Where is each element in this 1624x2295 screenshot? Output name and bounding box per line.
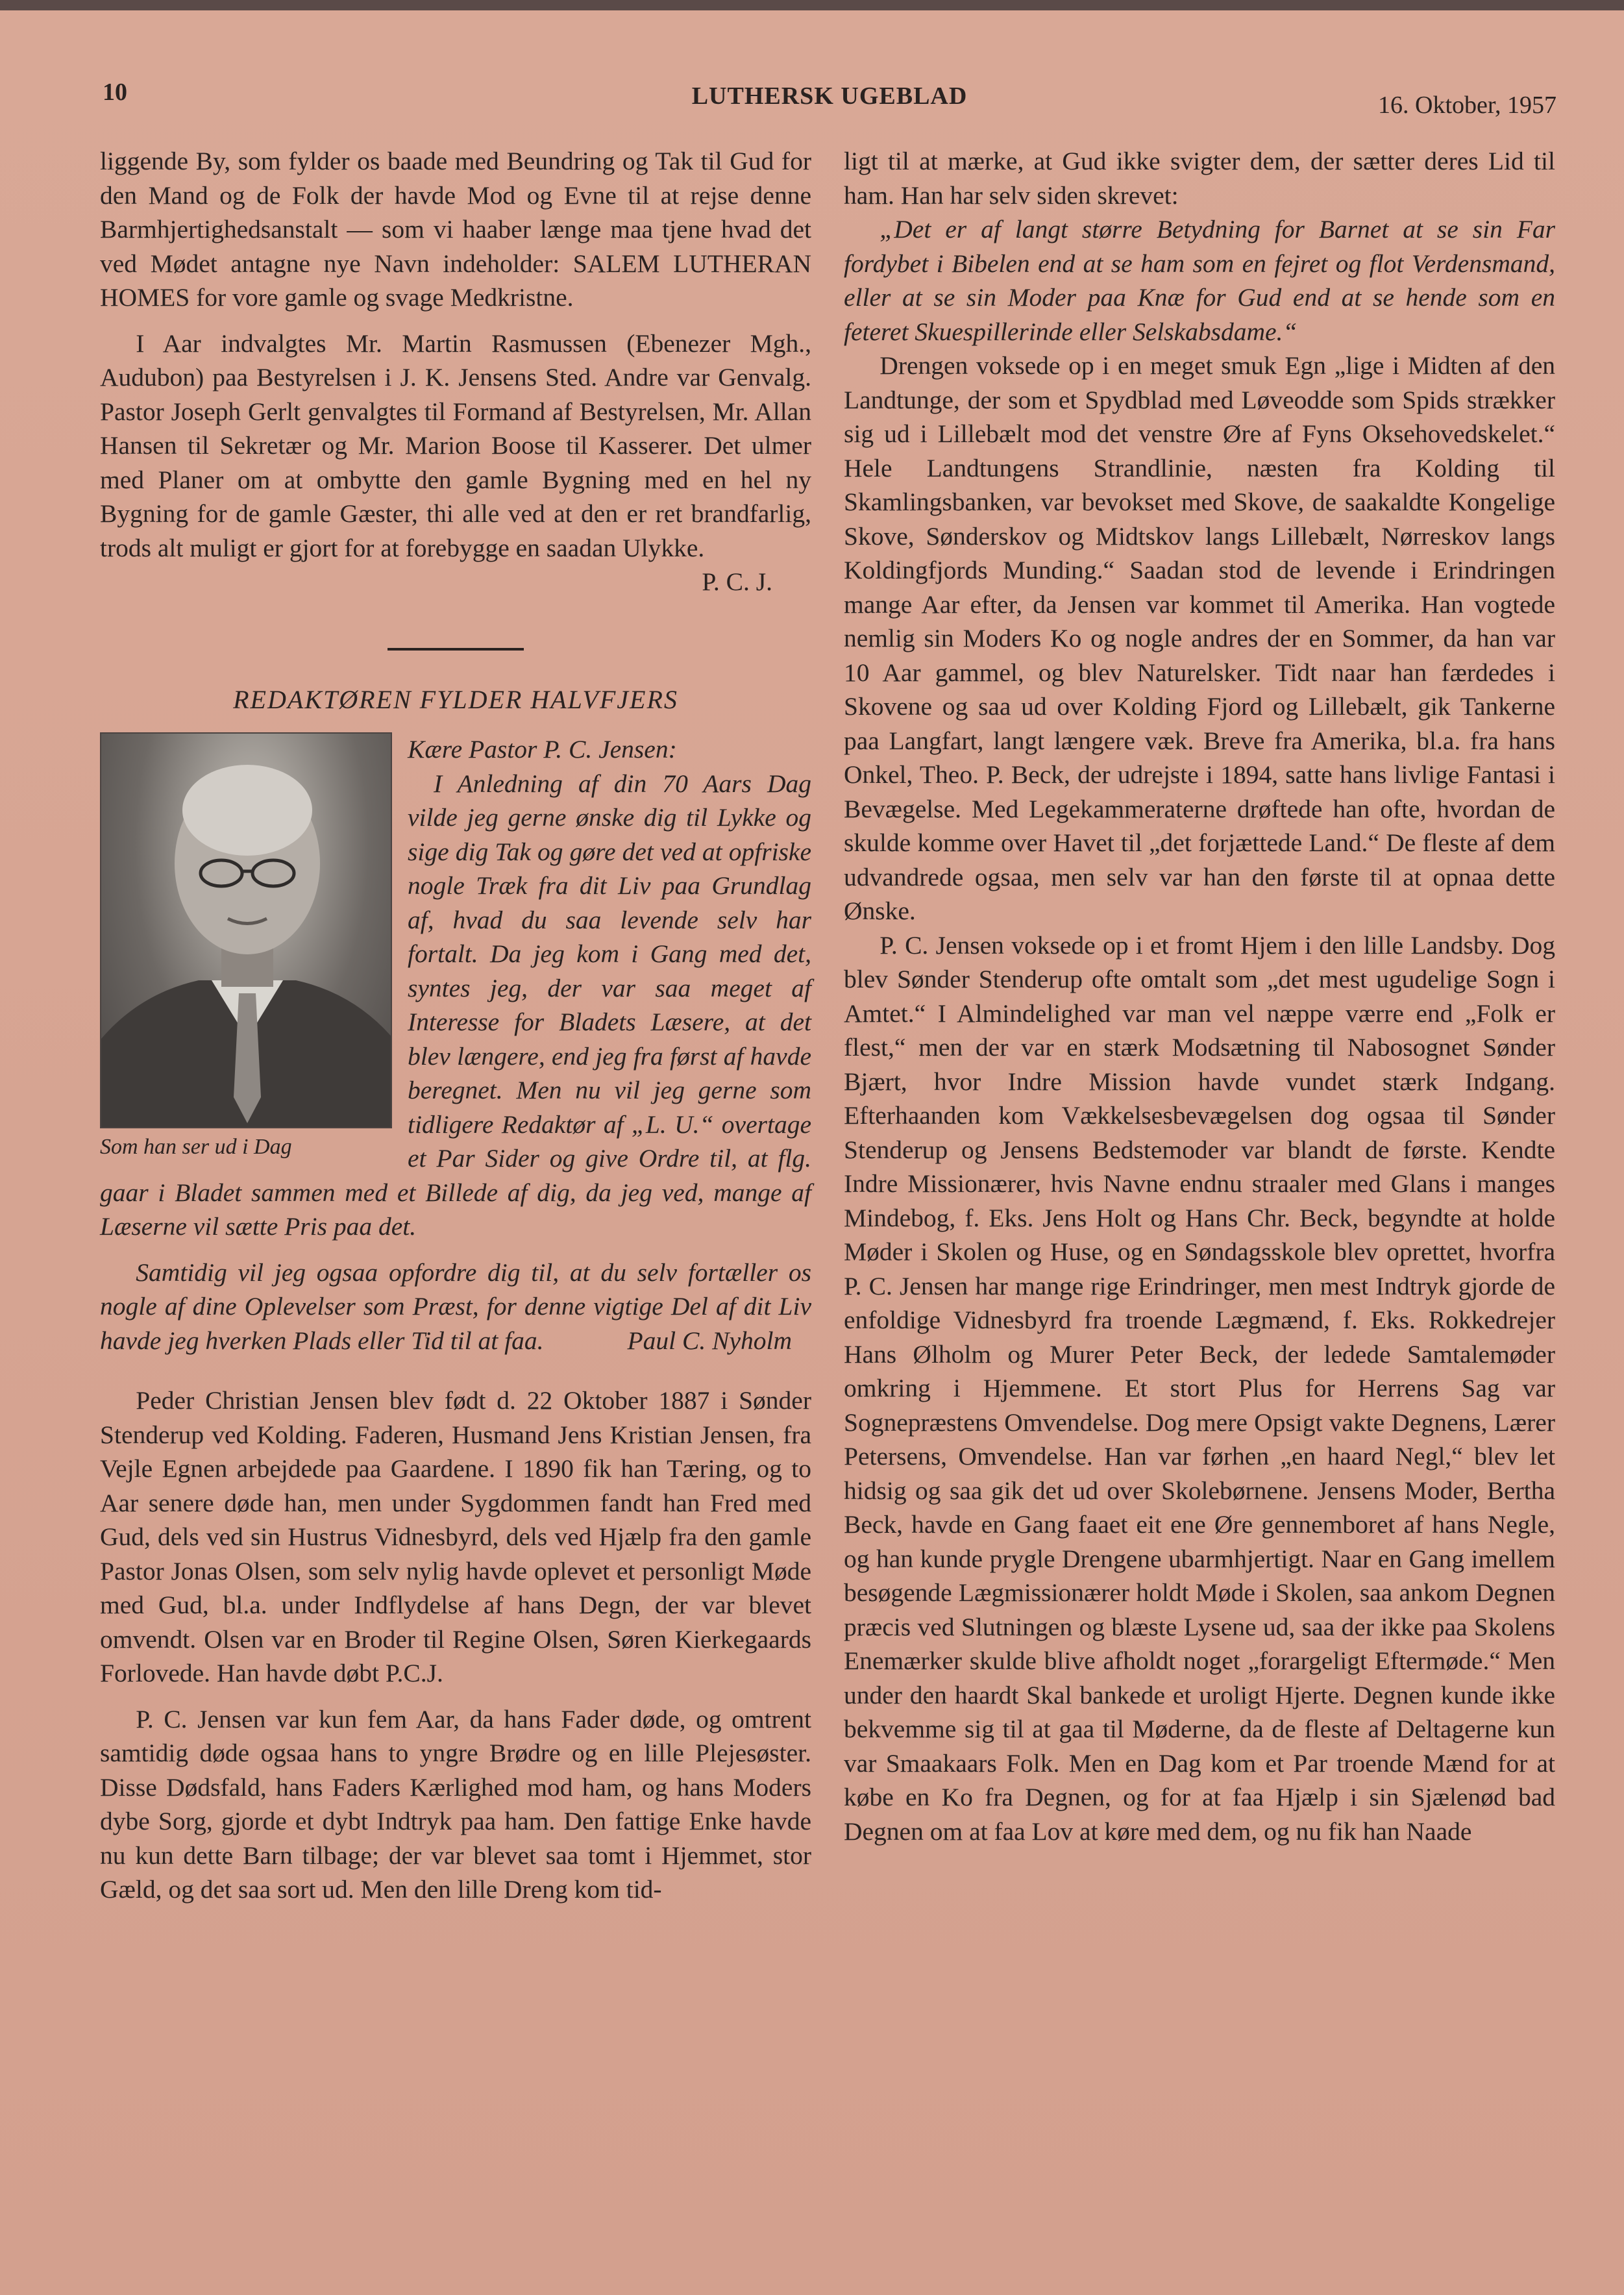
paragraph: P. C. Jensen var kun fem Aar, da hans Fader døde, og omtrent samtidig døde ogsaa hans to yngre Brødre og en lille Plejesøster. Disse Dødsfald, hans Faders Kærlighed mod ham, og hans Moders dybe Sorg, gjorde et dybt Indtryk paa ham. Den fattige Enke havde nu kun dette Barn tilbage; der var blevet saa tomt i Hjemmet, stor Gæld, og det saa sort ud. Men den lille Dreng kom tid- (100, 1704, 811, 1904)
paragraph: liggende By, som fylder os baade med Beundring og Tak til Gud for den Mand og de Folk der havde Mod og Evne til at rejse denne Barmhjertighedsanstalt — som vi haaber længe maa tjene hvad det ved Mødet antagne nye Navn indeholder: SALEM LUTHERAN HOMES for vore gamle og svage Medkristne. (100, 147, 811, 312)
photo-block (100, 732, 392, 1162)
photo-caption: Som han ser ud i Dag (100, 1135, 292, 1159)
publication-title: LUTHERSK UGEBLAD (691, 82, 968, 110)
issue-date: 16. Oktober, 1957 (1378, 92, 1556, 119)
signature-text: P. C. J. (702, 567, 772, 596)
page-header (103, 78, 1556, 123)
portrait-photo (100, 732, 392, 1128)
right-column (844, 144, 1555, 1848)
article-title: REDAKTØREN FYLDER HALVFJERS (233, 684, 678, 714)
letter-body (100, 1256, 811, 1358)
quotation: „Det er af langt større Betydning for Barnet at se sin Far fordybet i Bibelen end at se ham som en fejret og flot Verdensmand, eller at se sin Moder paa Knæ for Gud end at se hende som en feteret Skuespillerinde eller Selskabsdame.“ (844, 215, 1555, 346)
paragraph: P. C. Jensen voksede op i et fromt Hjem i den lille Landsby. Dog blev Sønder Stenderup ofte omtalt som „det mest ugudelige Sogn i Amtet.“ I Almindelighed var man vel næppe værre end „Folk er flest,“ men der var en stærk Modsætning til Nabosognet Sønder Bjært, hvor Indre Mission havde vundet stærk Indgang. Efterhaanden kom Vækkelsesbevægelsen dog ogsaa til Sønder Stenderup og Jensens Bedstemoder var blandt de første. Kendte Indre Missionærer, hvis Navne endnu straaler med Glans i manges Mindebog, f. Eks. Jens Holt og Hans Chr. Beck, begyndte at holde Møder i Skolen og Huse, og en Søndagsskole blev oprettet, hvorfra P. C. Jensen har mange rige Erindringer, men mest Indtryk gjorde de enfoldige Vidnesbyrd fra troende Lægmænd, f. Eks. Rokkedrejer Hans Ølholm og Murer Peter Beck, der ledede Samtalemøder omkring i Hjemmene. Et stort Plus for Herrens Sag var Sognepræstens Omvendelse. Dog mere Opsigt vakte Degnens, Lærer Petersens, Omvendelse. Han var førhen „en haard Negl,“ blev let hidsig og saa gik det ud over Skolebørnene. Jensens Moder, Bertha Beck, havde en Gang faaet eit ene Øre gennemboret af hans Negle, og han kunde prygle Drengene ubarmhjertigt. Naar en Gang imellem besøgende Lægmissionærer holdt Møde i Skolen, saa ankom Degnen præcis ved Slutningen og blæste Lysene ud, saa der ikke paa Skolens Enemærker skulde blive afholdt noget „forargeligt Eftermøde.“ Men under den haardt Skal bankede et uroligt Hjerte. Degnen kunde ikke bekvemme sig til at gaa til Møderne, da de fleste af Deltagerne kun var Smaakaars Folk. Men en Dag kom et Par troende Mænd for at købe en Ko fra Degnen, og for at faa Hjælp i sin Sjælenød bad Degnen om at faa Lov at køre med dem, og nu fik han Naade (844, 930, 1555, 1846)
left-column (100, 144, 811, 1907)
paragraph: Peder Christian Jensen blev født d. 22 Oktober 1887 i Sønder Stenderup ved Kolding. Faderen, Husmand Jens Kristian Jensen, fra Vejle Egnen arbejdede paa Gaardene. I 1890 fik han Tæring, og to Aar senere døde han, men under Sygdommen fandt han Fred med Gud, dels ved sin Hustrus Vidnesbyrd, dels ved Hjælp fra den gamle Pastor Jonas Olsen, som selv nylig havde oplevet et personligt Møde med Gud, bl.a. under Indflydelse af hans Degn, der var blevet omvendt. Olsen var en Broder til Regine Olsen, Søren Kierkegaards Forlovede. Han havde døbt P.C.J. (100, 1386, 811, 1687)
signature-initials (100, 565, 772, 599)
paragraph: Drengen voksede op i en meget smuk Egn „lige i Midten af den Landtunge, der som et Spydblad med Løveodde som Spids strækker sig ud i Lillebælt mod det venstre Øre af Fyns Oksehovedskelet.“ Hele Landtungens Strandlinie, næsten fra Kolding til Skamlingsbanken, var bevokset med Skove, de saakaldte Kongelige Skove, Sønderskov og Midtskov langs Lillebælt, Nørreskov langs Koldingfjords Munding.“ Saadan stod de levende i Erindringen mange Aar efter, da Jensen var kommet til Amerika. Han vogtede nemlig sin Moders Ko og nogle andres der en Sommer, da han var 10 Aar gammel, og blev Naturelsker. Tidt naar han færdedes i Skovene og saa ud over Kolding Fjord og Lillebælt, gik Tankerne paa Langfart, langt længere væk. Breve fra Amerika, bl.a. fra hans Onkel, Theo. P. Beck, der udrejste i 1894, satte hans livlige Fantasi i Bevægelse. Med Legekammeraterne drøftede han ofte, hvordan de skulde komme over Havet til „det forjættede Land.“ De fleste af dem udvandrede ogsaa, men selv var han den første til at opnaa dette Ønske. (844, 351, 1555, 925)
portrait-illustration (101, 734, 392, 1128)
page-top-edge (0, 0, 1624, 10)
letter-body: I Anledning af din 70 Aars Dag vilde jeg gerne ønske dig til Lykke og sige dig Tak og gøre det ved at opfriske nogle Træk fra dit Liv paa Grundlag af, hvad du saa levende selv har fortalt. Da jeg kom i Gang med det, syntes jeg, der var saa meget af Interesse for Bladets Læsere, at det blev længere, end jeg fra først af havde beregnet. Men nu vil jeg gerne som tidligere Redaktør af „L. U.“ overtage et Par Sider og give Ordre til, at flg. gaar i Bladet sammen med et Billede af dig, da jeg ved, mange af Læserne vil sætte Pris paa det. (100, 769, 811, 1241)
section-divider (388, 648, 524, 651)
letter-signature: Paul C. Nyholm (627, 1326, 792, 1355)
paragraph: I Aar indvalgtes Mr. Martin Rasmussen (Ebenezer Mgh., Audubon) paa Bestyrelsen i J. K. Jensens Sted. Andre var Genvalg. Pastor Joseph Gerlt genvalgtes til Formand af Bestyrelsen, Mr. Allan Hansen til Sekretær og Mr. Marion Boose til Kasserer. Det ulmer med Planer om at ombytte den gamle Bygning med en hel ny Bygning for de gamle Gæster, thi alle ved at den er ret brandfarlig, trods alt muligt er gjort for at forebygge en saadan Ulykke. (100, 329, 811, 562)
page-number: 10 (103, 79, 127, 106)
letter-salutation: Kære Pastor P. C. Jensen: (408, 735, 677, 763)
letter-body-text: Samtidig vil jeg ogsaa opfordre dig til, at du selv fortæller os nogle af dine Oplevelser som Præst, for denne vigtige Del af dit Liv havde jeg hverken Plads eller Tid til at faa. (100, 1258, 811, 1355)
paragraph: ligt til at mærke, at Gud ikke svigter dem, der sætter deres Lid til ham. Han har selv siden skrevet: (844, 147, 1555, 210)
